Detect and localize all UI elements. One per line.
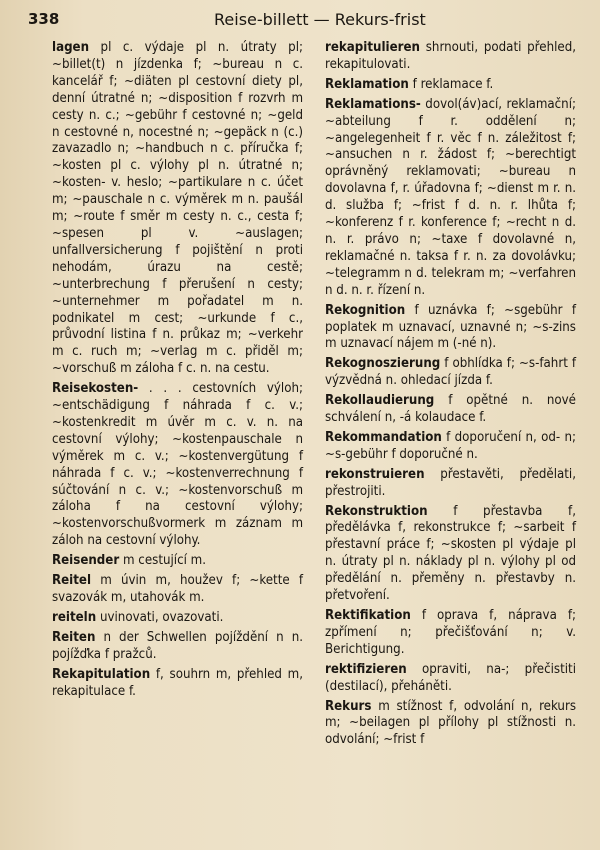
dictionary-entry <box>52 553 303 570</box>
entry-headword: Rekognition <box>325 302 406 318</box>
dictionary-entry <box>325 467 576 501</box>
entry-definition: opraviti, na-; přečistiti (destilací), přeháněti. <box>325 661 576 694</box>
dictionary-entry <box>52 573 303 607</box>
dictionary-entry <box>52 381 303 550</box>
entry-headword: Reklamation <box>325 76 409 92</box>
entry-headword: reiteln <box>52 609 97 625</box>
entry-definition: f uznávka f; ~sgebühr f poplatek m uznavací, uznavné n; ~s-zins m uznavací nájem m (-né n). <box>325 302 576 352</box>
entry-headword: rekonstruieren <box>325 466 425 482</box>
entry-definition: dovol(áv)ací, reklamační; ~abteilung f r. oddělení n; ~angelegenheit f r. věc f n. záležitost f; ~ansuchen n r. žádost f; ~berechtigt oprávněný reklamovati; ~bureau n dovolavna f, r. úřadovna f; ~dienst m r. n. d. služba f; ~frist f d. n. r. lhůta f; ~konferenz f r. konference f; ~recht n d. n. r. právo n; ~taxe f dovolavné n, reklamačné n. taksa f r. n. za dovolávku; ~telegramm n d. telekram m; ~verfahren n d. n. r. řízení n. <box>325 96 576 298</box>
entry-headword: rektifizieren <box>325 661 407 677</box>
dictionary-entry <box>325 77 576 94</box>
entry-definition: f reklamace f. <box>408 76 494 92</box>
entry-definition: f oprava f, náprava f; zpřímení n; přečišťování n; v. Berichtigung. <box>325 608 576 657</box>
entry-definition: m stížnost f, odvolání n, rekurs m; ~beilagen pl přílohy pl stížnosti n. odvolání; ~frist f <box>325 698 576 748</box>
entry-definition: f obhlídka f; ~s-fahrt f výzvědná n. ohledací jízda f. <box>325 356 576 389</box>
entry-headword: Rektifikation <box>325 608 411 623</box>
entry-definition: pl c. výdaje pl n. útraty pl; ~billet(t) n jízdenka f; ~bureau n c. kancelář f; ~diäten pl cestovní diety pl, denní útratné n; ~disposition f rozvrh m cesty n. c.; ~gebühr f cestovné n; ~geld n cestovné n, nocestné n; ~gepäck n (c.) zavazadlo n; ~handbuch n c. příručka f; ~kosten pl c. výlohy pl n. útratné n; ~kosten- v. heslo; ~partikulare n c. účet m; ~pauschale n c. výměrek m n. paušál m; ~route f směr m cesty n. c., cesta f; ~spesen pl v. ~auslagen; unfallversicherung f pojištění n proti nehodám, úrazu na cestě; ~unterbrechung f přerušení n cesty; ~unternehmer m pořadatel m n. podnikatel m cest; ~urkunde f c., průvodní listina f n. průkaz m; ~verkehr m c. ruch m; ~verlag m c. přiděl m; ~vorschuß m záloha f c. n. na cestu. <box>52 40 303 377</box>
entry-definition: . . . cestovních výloh; ~entschädigung f náhrada f c. v.; ~kostenkredit m úvěr m c. v. n. na cestovní výlohy; ~kostenpauschale n výměrek m c. v.; ~kostenvergütung f náhrada f c. v.; ~kostenverrechnung f súčtování n c. v.; ~kostenvorschuß m záloha f na cestovní výlohy; ~kostenvorschußvormerk m záznam m záloh na cestovní výlohy. <box>52 381 303 549</box>
right-column <box>325 40 576 752</box>
columns <box>52 40 580 752</box>
entry-definition: f přestavba f, předělávka f, rekonstrukce f; ~sarbeit f přestavní práce f; ~skosten pl výdaje pl n. útraty pl n. náklady pl n. výlohy pl od předělání n. přeměny n. přestavby n. přetvoření. <box>325 503 576 604</box>
entry-definition: přestavěti, předělati, přestrojiti. <box>325 466 576 499</box>
dictionary-entry <box>52 40 303 378</box>
left-column <box>52 40 303 752</box>
entry-headword: Reisender <box>52 553 120 569</box>
entry-headword: rekapitulieren <box>325 40 420 55</box>
entry-headword: Reiten <box>52 629 96 645</box>
dictionary-entry <box>325 430 576 464</box>
dictionary-entry <box>325 662 576 696</box>
page-header <box>28 8 580 40</box>
dictionary-entry <box>325 699 576 750</box>
dictionary-entry <box>325 40 576 74</box>
dictionary-entry <box>52 630 303 664</box>
page-number: 338 <box>28 10 60 28</box>
entry-headword: Rekollaudierung <box>325 393 435 409</box>
entry-definition: uvinovati, ovazovati. <box>96 609 224 625</box>
entry-definition: f, souhrn m, přehled m, rekapitulace f. <box>52 666 303 699</box>
entry-definition: f doporučení n, od- n; ~s-gebühr f doporučné n. <box>325 429 576 462</box>
entry-definition: m úvin m, houžev f; ~kette f svazovák m, utahovák m. <box>52 573 303 605</box>
entry-headword: Rekurs <box>325 698 372 714</box>
dictionary-entry <box>325 97 576 300</box>
entry-definition: f opětné n. nové schválení n, -á kolaudace f. <box>325 393 576 426</box>
entry-definition: shrnouti, podati přehled, rekapitulovati. <box>325 40 576 72</box>
entry-headword: Rekommandation <box>325 429 442 445</box>
entry-headword: Rekapitulation <box>52 666 151 682</box>
entry-definition: m cestující m. <box>119 553 206 569</box>
entry-definition: n der Schwellen pojíždění n n. pojížďka f pražců. <box>52 629 303 662</box>
dictionary-entry <box>325 504 576 605</box>
dictionary-entry <box>52 610 303 627</box>
entry-headword: Rekonstruktion <box>325 503 428 519</box>
dictionary-entry <box>325 303 576 354</box>
dictionary-entry <box>325 608 576 659</box>
entry-headword: lagen <box>52 40 90 55</box>
dictionary-entry <box>325 356 576 390</box>
entry-headword: Reitel <box>52 573 92 589</box>
entry-headword: Rekognoszierung <box>325 356 441 372</box>
dictionary-entry <box>325 393 576 427</box>
dictionary-entry <box>52 667 303 701</box>
entry-headword: Reisekosten- <box>52 381 139 397</box>
running-title: Reise-billett — Rekurs-frist <box>214 10 426 29</box>
entry-headword: Reklamations- <box>325 96 421 112</box>
